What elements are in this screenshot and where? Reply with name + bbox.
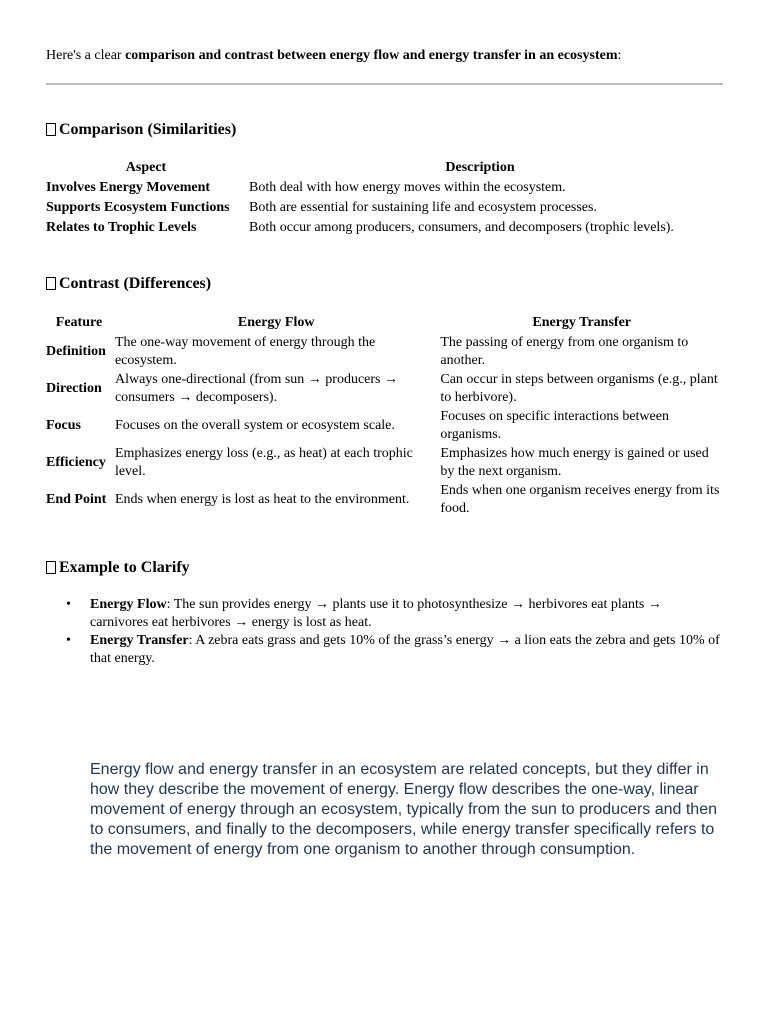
table-row bbox=[46, 444, 723, 481]
feature-cell: Definition bbox=[46, 343, 106, 359]
description-cell: Both are essential for sustaining life and ecosystem processes. bbox=[249, 200, 597, 215]
intro-bold: comparison and contrast between energy flow and energy transfer in an ecosystem bbox=[125, 48, 618, 63]
example-text: : A zebra eats grass and gets 10% of the grass’s energy → a lion eats the zebra and gets 10% of that energy. bbox=[90, 633, 720, 666]
table-header-row bbox=[46, 313, 723, 333]
table-row bbox=[46, 370, 723, 407]
aspect-cell: Relates to Trophic Levels bbox=[46, 220, 197, 235]
table-row bbox=[46, 178, 711, 198]
energy-transfer-cell: Focuses on specific interactions between organisms. bbox=[440, 408, 669, 442]
table-row bbox=[46, 218, 711, 238]
example-term: Energy Flow bbox=[90, 597, 167, 612]
example-heading bbox=[46, 558, 190, 578]
missing-glyph-icon bbox=[46, 277, 56, 290]
description-cell: Both deal with how energy moves within the ecosystem. bbox=[249, 180, 566, 195]
energy-flow-cell: Always one-directional (from sun → producers → consumers → decomposers). bbox=[114, 371, 398, 405]
contrast-heading bbox=[46, 274, 211, 294]
column-header-energy-flow: Energy Flow bbox=[237, 315, 315, 330]
example-list bbox=[46, 596, 723, 668]
table-row bbox=[46, 333, 723, 370]
description-cell: Both occur among producers, consumers, and decomposers (trophic levels). bbox=[249, 220, 674, 235]
feature-cell: Efficiency bbox=[46, 454, 106, 470]
intro-suffix: : bbox=[617, 48, 622, 63]
example-text: : The sun provides energy → plants use it to photosynthesize → herbivores eat plants → carnivores eat herbivores → energy is lost as heat. bbox=[90, 597, 662, 630]
list-item bbox=[90, 596, 723, 632]
feature-cell: Focus bbox=[46, 417, 81, 433]
missing-glyph-icon bbox=[46, 123, 56, 136]
table-row bbox=[46, 407, 723, 444]
missing-glyph-icon bbox=[46, 561, 56, 574]
contrast-table bbox=[46, 313, 723, 518]
energy-flow-cell: Focuses on the overall system or ecosystem scale. bbox=[114, 417, 395, 433]
intro-prefix: Here's a clear bbox=[46, 48, 126, 63]
column-header-aspect: Aspect bbox=[125, 160, 167, 175]
comparison-heading-text: Comparison (Similarities) bbox=[59, 121, 237, 138]
column-header-description: Description bbox=[445, 160, 515, 175]
table-row bbox=[46, 198, 711, 218]
comparison-heading bbox=[46, 120, 236, 140]
energy-transfer-cell: The passing of energy from one organism to another. bbox=[440, 334, 689, 368]
column-header-feature: Feature bbox=[55, 315, 103, 330]
table-header-row bbox=[46, 158, 711, 178]
table-row bbox=[46, 481, 723, 518]
summary-paragraph: Energy flow and energy transfer in an ecosystem are related concepts, but they differ in how they describe the movement of energy. Energy flow describes the one-way, linear movement of energy through an ecosystem, typically from the sun to producers and then to consumers, and finally to the decomposers, while energy transfer specifically refers to the movement of energy from one organism to another through consumption. bbox=[90, 761, 717, 858]
list-item bbox=[90, 632, 723, 668]
energy-flow-cell: The one-way movement of energy through the ecosystem. bbox=[114, 334, 376, 368]
energy-transfer-cell: Can occur in steps between organisms (e.g., plant to herbivore). bbox=[440, 371, 718, 405]
example-term: Energy Transfer bbox=[90, 633, 189, 648]
horizontal-rule bbox=[46, 83, 723, 85]
example-heading-text: Example to Clarify bbox=[59, 559, 190, 576]
contrast-heading-text: Contrast (Differences) bbox=[59, 275, 212, 292]
energy-flow-cell: Emphasizes energy loss (e.g., as heat) at each trophic level. bbox=[114, 445, 413, 479]
aspect-cell: Supports Ecosystem Functions bbox=[46, 200, 230, 215]
energy-flow-cell: Ends when energy is lost as heat to the environment. bbox=[114, 491, 410, 507]
feature-cell: Direction bbox=[46, 380, 102, 396]
aspect-cell: Involves Energy Movement bbox=[46, 180, 211, 195]
intro-paragraph bbox=[46, 47, 723, 65]
energy-transfer-cell: Ends when one organism receives energy from its food. bbox=[440, 482, 720, 516]
energy-transfer-cell: Emphasizes how much energy is gained or used by the next organism. bbox=[440, 445, 709, 479]
column-header-energy-transfer: Energy Transfer bbox=[532, 315, 631, 330]
comparison-table bbox=[46, 158, 711, 238]
feature-cell: End Point bbox=[46, 491, 107, 507]
